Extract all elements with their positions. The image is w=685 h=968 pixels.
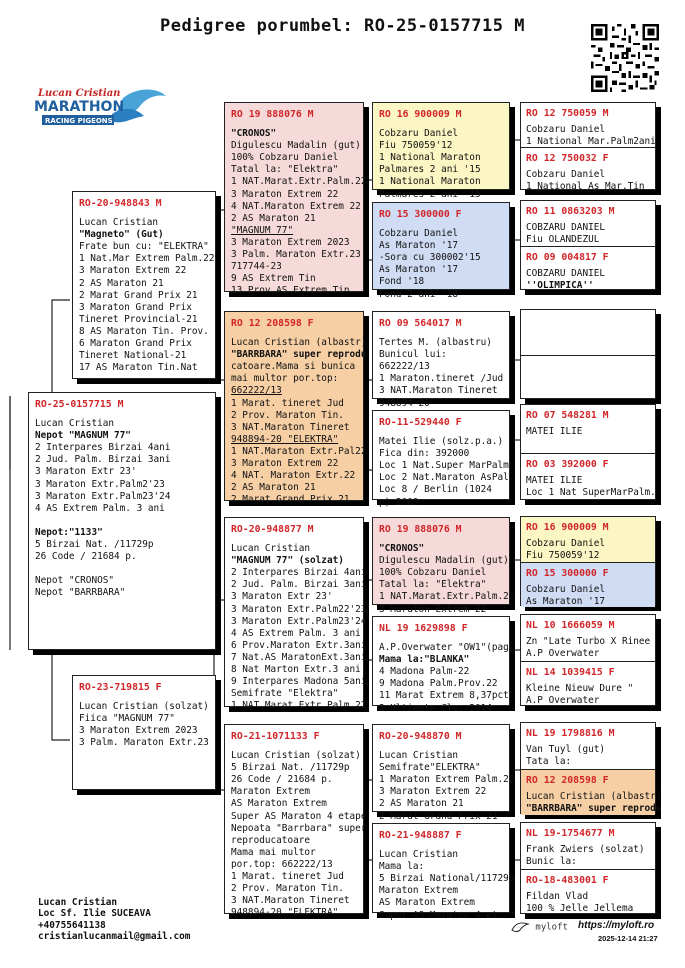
logo-tagline: RACING PIGEONS <box>45 117 113 125</box>
dam-dam-line: reproducatoare <box>231 834 311 846</box>
dsd-line: 4 Madona Palm-22 <box>379 666 470 678</box>
gggp-ring: NL 19-1754677 M <box>526 828 615 839</box>
sire-line: 3 Maraton Extrem 22 <box>79 265 187 277</box>
sire-card[interactable] <box>72 191 216 379</box>
subject-line: 5 Birzai Nat. /11729p <box>35 538 154 550</box>
sds-line: 948894-20 <box>379 397 430 409</box>
sire-dam-line: 2 AS Maraton 21 <box>231 482 316 494</box>
sire-dam-card[interactable] <box>224 311 367 506</box>
ddd-line: Super AS Maraton 4 et. <box>379 909 504 921</box>
dss-card[interactable] <box>372 517 515 615</box>
gggp-ring: RO 12 750032 F <box>526 153 609 164</box>
dam-sire-line: 8 Nat Marton Extr.3 ani <box>231 664 361 676</box>
sss-line: Cobzaru Daniel <box>379 128 459 140</box>
gggp-line: Frank Zwiers (solzat) <box>526 844 645 856</box>
dam-card[interactable] <box>72 675 216 790</box>
ddd-line: Mama la: <box>379 861 425 873</box>
dam-sire-line: 3 Maraton Extr.Palm22'23 <box>231 603 367 615</box>
dam-dam-line: por.top: 662222/13 <box>231 858 333 870</box>
sire-dam-line: catoare.Mama si bunica <box>231 361 356 373</box>
dam-dam-line: Mama mai multor <box>231 846 316 858</box>
sire-dam-line: 2 Prov. Maraton Tin. <box>231 409 344 421</box>
dam-dam-line: Super AS Maraton 4 etape <box>231 810 367 822</box>
gggp-pair-3[interactable] <box>520 309 656 399</box>
logo-marathon: MARATHON <box>34 99 125 115</box>
sire-dam-line: 1 NAT.Maraton Extr.Pal22 <box>231 445 367 457</box>
gggp-line: Cobzaru Daniel <box>526 169 606 181</box>
breeder-phone[interactable]: +40755641138 <box>38 919 106 931</box>
dds-line: 2 AS Maraton 21 <box>379 798 464 810</box>
dam-dam-card[interactable] <box>224 724 367 919</box>
ssd-card[interactable] <box>372 202 510 300</box>
sire-line: Frate bun cu: "ELEKTRA" <box>79 241 209 253</box>
logo-name: Lucan Cristian <box>38 88 121 99</box>
gggp-line: MATEI ILIE <box>526 475 583 487</box>
dss-line: 1 NAT.Marat.Extr.Palm.22 <box>379 591 515 603</box>
sdd-line: p) 2009 <box>379 496 419 508</box>
pigeon-icon <box>510 920 530 934</box>
myloft-brand: myloft <box>535 922 568 933</box>
sire-line: "Magneto" (Gut) <box>79 229 164 241</box>
subject-line: 26 Code / 21684 p. <box>35 551 137 563</box>
gggp-line: Zn "Late Turbo X Rinee <box>526 636 651 648</box>
dsd-line: 11 Marat Extrem 8,37pct <box>379 690 509 702</box>
gggp-ring: NL 14 1039415 F <box>526 667 615 678</box>
page-title: Pedigree porumbel: RO-25-0157715 M <box>160 16 525 36</box>
sdd-line: Matei Ilie (solz.p.a.) <box>379 436 504 448</box>
gggp-pair-6[interactable] <box>520 614 656 706</box>
sire-dam-line: 4 NAT. Maraton Extr.22 <box>231 470 356 482</box>
gggp-ring: RO 16 900009 M <box>526 522 609 533</box>
sire-sire-line: 3 Palm. Maraton Extr.23 <box>231 249 361 261</box>
gggp-line: Cobzaru Daniel <box>526 538 606 550</box>
dam-sire-card[interactable] <box>224 517 367 712</box>
sire-sire-line: 13 Prov.AS Extrem Tin <box>231 285 350 297</box>
gggp-line: Cobzaru Daniel <box>526 584 606 596</box>
breeder-contact <box>38 897 190 942</box>
sds-line: 662222/13 <box>379 361 430 373</box>
sire-line: 3 Maraton Grand Prix <box>79 301 192 313</box>
dam-dam-line: 5 Birzai Nat. /11729p <box>231 762 350 774</box>
subject-ring: RO-25-0157715 M <box>35 399 124 410</box>
sds-line: Tertes M. (albastru) <box>379 337 492 349</box>
sire-dam-line: 3 Maraton Extrem 22 <box>231 458 339 470</box>
sds-line: Bunicul lui: <box>379 349 447 361</box>
dam-dam-line: Maraton Extrem <box>231 786 311 798</box>
sire-sire-line: 9 AS Extrem Tin <box>231 273 316 285</box>
sdd-line: Loc 8 / Berlin (1024 <box>379 484 492 496</box>
dam-dam-line: Lucan Cristian (solzat) <box>231 750 361 762</box>
dam-dam-line: 26 Code / 21684 p. <box>231 774 333 786</box>
sdd-ring: RO-11-529440 F <box>379 417 462 428</box>
gggp-line: "BARRBARA" super reprodu <box>526 803 662 815</box>
sire-dam-line: 2 Marat Grand Prix 21 <box>231 494 350 506</box>
sdd-card[interactable] <box>372 410 515 508</box>
dsd-line: 9 Madona Palm.Prov.22 <box>379 678 498 690</box>
dds-ring: RO-20-948870 M <box>379 731 462 742</box>
dss-line: Tatal la: "Elektra" <box>379 579 487 591</box>
sire-dam-line: 948894-20 "ELEKTRA" <box>231 433 339 445</box>
ssd-ring: RO 15 300000 F <box>379 209 462 220</box>
dam-sire-line: 1 NAT.Marat.Extr.Palm.22 <box>231 700 367 712</box>
sire-dam-line: "BARRBARA" super reprodu <box>231 349 367 361</box>
dam-sire-line: 2 Interpares Birzai 4ani <box>231 567 367 579</box>
sire-line: Lucan Cristian <box>79 217 159 229</box>
sss-card[interactable] <box>372 102 510 200</box>
dsd-line: A.P.Overwater "OW1"(pag) <box>379 642 515 654</box>
myloft-logo <box>510 920 568 934</box>
dds-line: 3 Maraton Extrem 22 <box>379 786 487 798</box>
sds-ring: RO 09 564017 M <box>379 318 462 329</box>
dam-dam-line: Nepoata "Barrbara" super <box>231 822 367 834</box>
gggp-line: Fiu 750059'12 <box>526 550 600 562</box>
qr-code-icon <box>591 24 659 92</box>
ddd-line: Maraton Extrem <box>379 885 459 897</box>
sire-sire-line: 3 Maraton Extrem 2023 <box>231 236 350 248</box>
sss-line: Palmares 2 ani '15 <box>379 164 481 176</box>
dam-line: Fiica "MAGNUM 77" <box>79 713 175 725</box>
dsd-line: 3 Ultimate Cls. 2014 <box>379 702 492 714</box>
sss-line: 1 National Maraton <box>379 152 481 164</box>
sire-dam-line: mai multor por.top: <box>231 373 339 385</box>
breeder-email[interactable]: cristianlucanmail@gmail.com <box>38 930 191 942</box>
subject-line: 3 Maraton Extr.Palm2'23 <box>35 478 165 490</box>
subject-line: 3 Maraton Extr 23' <box>35 466 137 478</box>
dam-sire-line: 7 Nat.AS MaratonExt.3ani <box>231 651 367 663</box>
gggp-line: 100 % Jelle Jellema <box>526 903 634 915</box>
marathon-logo <box>28 84 168 144</box>
gggp-ring: NL 10 1666059 M <box>526 620 615 631</box>
sire-sire-line: 2 AS Maraton 21 <box>231 212 316 224</box>
gggp-pair-5[interactable] <box>520 516 656 606</box>
subject-line: 4 AS Extrem Palm. 3 ani <box>35 502 165 514</box>
sds-card[interactable] <box>372 311 510 409</box>
gggp-pair-4[interactable] <box>520 404 656 500</box>
dss-ring: RO 19 888076 M <box>379 524 462 535</box>
sire-line: 6 Maraton Grand Prix <box>79 338 192 350</box>
sire-sire-line: "MAGNUM 77" <box>231 224 294 236</box>
subject-line: 2 Jud. Palm. Birzai 3ani <box>35 454 171 466</box>
print-date: 2025-12-14 21:27 <box>598 934 658 943</box>
gggp-line: Lucan Cristian (albastr) <box>526 791 662 803</box>
gggp-line: A.P Overwater <box>526 695 600 707</box>
gggp-line: Fildan Vlad <box>526 891 589 903</box>
gggp-ring: NL 19 1798816 M <box>526 728 615 739</box>
dam-sire-line: 6 Prov.Maraton Extr.3ani <box>231 639 367 651</box>
ssd-line: -Sora cu 300002'15 <box>379 252 481 264</box>
dds-line: 1 Maraton Extrem Palm.22 <box>379 774 515 786</box>
sire-sire-line: 4 NAT.Maraton Extrem 22 <box>231 200 361 212</box>
ddd-line: 5 Birzai National/11729p <box>379 873 515 885</box>
sire-line: Tineret Provincial-21 <box>79 313 198 325</box>
subject-line: 3 Maraton Extr.Palm23'24 <box>35 490 171 502</box>
ddd-line: Lucan Cristian <box>379 849 459 861</box>
ssd-line: As Maraton '17 <box>379 240 459 252</box>
dsd-card[interactable] <box>372 616 515 714</box>
sire-sire-line: 717744-23 <box>231 261 282 273</box>
dam-line: Lucan Cristian (solzat) <box>79 701 209 713</box>
breeder-name: Lucan Cristian <box>38 897 118 908</box>
sire-ring: RO-20-948843 M <box>79 198 162 209</box>
gggp-line: Cobzaru Daniel <box>526 124 606 136</box>
dam-sire-line: 2 Jud. Palm. Birzai 3ani <box>231 579 367 591</box>
dam-dam-line: 1 Marat. tineret Jud <box>231 871 344 883</box>
sire-dam-line: 662222/13 <box>231 385 282 397</box>
dam-sire-line: 9 Interpares Madona 5ani <box>231 676 367 688</box>
subject-line: 2 Interpares Birzai 4ani <box>35 442 171 454</box>
subject-pigeon-card[interactable] <box>28 392 216 650</box>
dds-line: Lucan Cristian <box>379 750 459 762</box>
sire-sire-line: 1 NAT.Marat.Extr.Palm.22 <box>231 176 367 188</box>
dam-sire-line: "MAGNUM 77" (solzat) <box>231 555 344 567</box>
ssd-line: As Maraton '17 <box>379 264 459 276</box>
sire-sire-card[interactable] <box>224 102 367 297</box>
gggp-line: COBZARU DANIEL <box>526 222 606 234</box>
dam-dam-line: AS Maraton Extrem <box>231 798 327 810</box>
ssd-line: Fond 2 ani '18 <box>379 288 459 300</box>
dam-sire-line: 3 Maraton Extr 23' <box>231 591 333 603</box>
sire-dam-ring: RO 12 208598 F <box>231 318 314 329</box>
gggp-line: Kleine Nieuw Dure " <box>526 683 634 695</box>
sdd-line: Fica din: 392000 <box>379 448 470 460</box>
dsd-line: Mama la:"BLANKA" <box>379 654 470 666</box>
dam-dam-ring: RO-21-1071133 F <box>231 731 320 742</box>
subject-nepot-label: Nepot:"1133" <box>35 526 103 538</box>
sdd-line: Loc 1 Nat.Super MarPalm. <box>379 460 515 472</box>
dam-dam-line: 3 NAT.Maraton Tineret <box>231 895 350 907</box>
ssd-line: Fond '18 <box>379 276 425 288</box>
subject-nepot-cronos: Nepot "CRONOS" <box>35 575 115 587</box>
dam-line: 3 Maraton Extrem 2023 <box>79 725 198 737</box>
sire-line: 2 AS Maraton 21 <box>79 277 164 289</box>
gggp-line: Van Tuyl (gut) <box>526 744 606 756</box>
dss-line: "CRONOS" <box>379 543 425 555</box>
dam-sire-ring: RO-20-948877 M <box>231 524 314 535</box>
sire-line: Tineret National-21 <box>79 350 187 362</box>
ddd-card[interactable] <box>372 823 515 921</box>
gggp-line: A.P Overwater <box>526 648 600 660</box>
gggp-line: MATEI ILIE <box>526 426 583 438</box>
gggp-ring: RO 12 208598 F <box>526 775 609 786</box>
sire-line: 17 AS Maraton Tin.Nat <box>79 362 198 374</box>
sss-line: Fiu 750059'12 <box>379 140 453 152</box>
sire-sire-line: 3 Maraton Extrem 22 <box>231 188 339 200</box>
dam-sire-line: 3 Maraton Extr.Palm23'24 <box>231 615 367 627</box>
gggp-ring: RO 11 0863203 M <box>526 206 615 217</box>
gggp-ring: RO 12 750059 M <box>526 108 609 119</box>
subject-line: Nepot "MAGNUM 77" <box>35 430 131 442</box>
dam-sire-line: Semifrate "Elektra" <box>231 688 339 700</box>
sire-sire-line: 100% Cobzaru Daniel <box>231 152 339 164</box>
gggp-ring: RO-18-483001 F <box>526 875 609 886</box>
gggp-line: ''OLIMPICA'' <box>526 280 594 292</box>
gggp-pair-1[interactable] <box>520 102 656 193</box>
gggp-ring: RO 03 392000 F <box>526 459 609 470</box>
gggp-pair-8[interactable] <box>520 822 656 914</box>
dam-dam-line: 2 Prov. Maraton Tin. <box>231 883 344 895</box>
sire-dam-line: Lucan Cristian (albastr) <box>231 337 367 349</box>
sds-line: 1 Maraton.tineret /Jud <box>379 373 504 385</box>
dds-card[interactable] <box>372 724 515 822</box>
sire-dam-line: 3 NAT.Maraton Tineret <box>231 421 350 433</box>
gggp-line: Loc 1 Nat SuperMarPalm. <box>526 487 656 499</box>
gggp-ring: RO 07 548281 M <box>526 410 609 421</box>
gggp-pair-7[interactable] <box>520 722 662 815</box>
sire-sire-line: Tatal la: "Elektra" <box>231 164 339 176</box>
sds-line: 3 NAT.Maraton Tineret <box>379 385 498 397</box>
dam-line: 3 Palm. Maraton Extr.23 <box>79 737 209 749</box>
dds-line: 2 Marat Grand Prix 21 <box>379 810 498 822</box>
ssd-line: Cobzaru Daniel <box>379 228 459 240</box>
sire-sire-line: "CRONOS" <box>231 128 277 140</box>
sire-line: 1 Nat.Mar Extrem Palm.22 <box>79 253 215 265</box>
ddd-ring: RO-21-948887 F <box>379 830 462 841</box>
sire-line: 2 Marat Grand Prix 21 <box>79 289 198 301</box>
dam-ring: RO-23-719815 F <box>79 682 162 693</box>
dss-line: Digulescu Madalin (gut) <box>379 555 509 567</box>
sire-sire-ring: RO 19 888076 M <box>231 109 314 120</box>
gggp-pair-2[interactable] <box>520 200 656 290</box>
sss-ring: RO 16 900009 M <box>379 109 462 120</box>
ddd-line: AS Maraton Extrem <box>379 897 475 909</box>
gggp-line: 1 National As Mar.Tin <box>526 181 645 193</box>
dss-line: 3 Maraton Extrem 22 <box>379 603 487 615</box>
sire-sire-line: Digulescu Madalin (gut) <box>231 140 361 152</box>
myloft-url[interactable]: https://myloft.ro <box>578 920 655 931</box>
sire-dam-line: 1 Marat. tineret Jud <box>231 397 344 409</box>
gggp-line: 1 National Mar.Palm2ani <box>526 136 656 148</box>
subject-line: Lucan Cristian <box>35 418 115 430</box>
gggp-line: Bunic la: <box>526 856 577 868</box>
gggp-ring: RO 09 004817 F <box>526 252 609 263</box>
gggp-ring: RO 15 300000 F <box>526 568 609 579</box>
gggp-line: Fiu OLANDEZUL <box>526 234 600 246</box>
dsd-ring: NL 19 1629898 F <box>379 623 468 634</box>
dam-dam-line: 948894-20 "ELEKTRA" <box>231 907 339 919</box>
gggp-line: As Maraton '17 <box>526 596 606 608</box>
sss-line: 1 National Maraton <box>379 176 481 188</box>
dam-sire-line: 4 AS Extrem Palm. 3 ani <box>231 627 361 639</box>
sss-line: Palmares 2 ani '15 <box>379 188 481 200</box>
gggp-line: COBZARU DANIEL <box>526 268 606 280</box>
gggp-line: Tata la: <box>526 756 572 768</box>
dam-sire-line: Lucan Cristian <box>231 543 311 555</box>
sire-line: 8 AS Maraton Tin. Prov. <box>79 325 209 337</box>
dss-line: 100% Cobzaru Daniel <box>379 567 487 579</box>
breeder-address: Loc Sf. Ilie SUCEAVA <box>38 908 151 920</box>
subject-nepot-barrbara: Nepot "BARRBARA" <box>35 587 126 599</box>
dds-line: Semifrate"ELEKTRA" <box>379 762 481 774</box>
sdd-line: Loc 2 Nat.Maraton AsPal. <box>379 472 515 484</box>
